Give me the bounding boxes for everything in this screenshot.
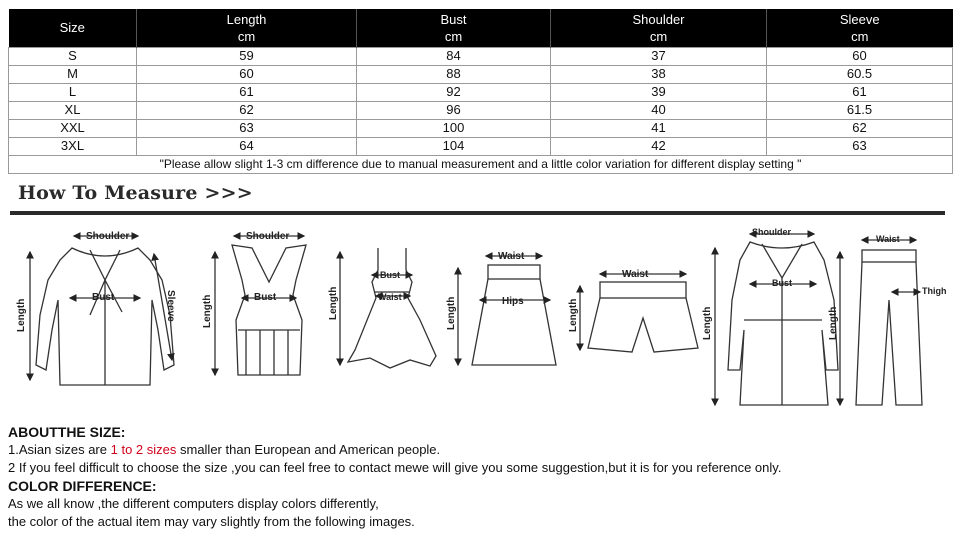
cell-sleeve: 63 <box>767 137 953 155</box>
table-row <box>9 47 953 65</box>
color-line-1: As we all know ,the different computers display colors differently, <box>8 496 379 511</box>
header-length: Length cm <box>137 9 357 47</box>
header-bust: Bust cm <box>357 9 551 47</box>
label-bust: Bust <box>92 292 115 303</box>
cell-shoulder: 39 <box>551 83 767 101</box>
label-bust: Bust <box>254 292 277 303</box>
label-length: Length <box>16 298 27 332</box>
cell-length: 63 <box>137 119 357 137</box>
cell-sleeve: 61.5 <box>767 101 953 119</box>
cell-shoulder: 41 <box>551 119 767 137</box>
cell-shoulder: 40 <box>551 101 767 119</box>
cell-sleeve: 60 <box>767 47 953 65</box>
tank-top-illustration <box>215 236 306 375</box>
coat-illustration <box>715 234 838 405</box>
cell-size: XL <box>9 101 137 119</box>
header-size: Size <box>9 9 137 47</box>
skirt-illustration <box>458 256 556 365</box>
cell-size: L <box>9 83 137 101</box>
label-waist: Waist <box>498 251 525 262</box>
size-table <box>8 9 953 174</box>
cell-sleeve: 62 <box>767 119 953 137</box>
cell-length: 59 <box>137 47 357 65</box>
cell-shoulder: 38 <box>551 65 767 83</box>
cell-size: XXL <box>9 119 137 137</box>
shorts-illustration <box>580 274 698 352</box>
about-size-line-2: 2 If you feel difficult to choose the size ,you can feel free to contact mewe will give you some suggestion,but it is for you reference only. <box>8 460 782 475</box>
cell-bust: 100 <box>357 119 551 137</box>
size-table-header-row <box>9 9 953 47</box>
header-shoulder: Shoulder cm <box>551 9 767 47</box>
label-length: Length <box>202 294 213 328</box>
cell-size: 3XL <box>9 137 137 155</box>
about-size-heading: ABOUTTHE SIZE: <box>8 424 126 440</box>
cell-length: 64 <box>137 137 357 155</box>
cell-length: 61 <box>137 83 357 101</box>
label-shoulder: Shoulder <box>752 227 792 237</box>
dress-illustration <box>340 248 436 368</box>
measurement-illustrations <box>10 220 955 415</box>
label-length: Length <box>702 306 713 340</box>
label-waist: Waist <box>622 269 649 280</box>
size-highlight: 1 to 2 sizes <box>110 442 177 457</box>
measurement-note: "Please allow slight 1-3 cm difference due to manual measurement and a little color variation for different display setting " <box>9 155 953 173</box>
color-difference-heading: COLOR DIFFERENCE: <box>8 478 157 494</box>
cell-bust: 88 <box>357 65 551 83</box>
label-waist: Waist <box>378 292 402 302</box>
label-length: Length <box>446 296 457 330</box>
table-row <box>9 101 953 119</box>
cell-bust: 104 <box>357 137 551 155</box>
label-length: Length <box>328 286 339 320</box>
label-thigh: Thigh <box>922 286 947 296</box>
cell-sleeve: 61 <box>767 83 953 101</box>
table-row <box>9 137 953 155</box>
label-bust: Bust <box>380 270 400 280</box>
header-sleeve: Sleeve cm <box>767 9 953 47</box>
label-waist: Waist <box>876 234 900 244</box>
heading-divider <box>10 211 945 215</box>
table-row <box>9 83 953 101</box>
cell-bust: 92 <box>357 83 551 101</box>
cell-shoulder: 37 <box>551 47 767 65</box>
blouse-illustration <box>30 236 174 385</box>
label-shoulder: Shoulder <box>246 231 290 242</box>
label-shoulder: Shoulder <box>86 231 130 242</box>
table-note-row <box>9 155 953 173</box>
cell-sleeve: 60.5 <box>767 65 953 83</box>
how-to-measure-title: How To Measure >>> <box>18 182 253 204</box>
size-info-section <box>8 423 963 531</box>
label-sleeve: Sleeve <box>165 290 176 322</box>
table-row <box>9 65 953 83</box>
cell-size: S <box>9 47 137 65</box>
cell-length: 62 <box>137 101 357 119</box>
cell-length: 60 <box>137 65 357 83</box>
color-line-2: the color of the actual item may vary slightly from the following images. <box>8 514 415 529</box>
table-row <box>9 119 953 137</box>
label-length: Length <box>568 298 579 332</box>
label-bust: Bust <box>772 278 792 288</box>
cell-shoulder: 42 <box>551 137 767 155</box>
about-size-line-1: 1.Asian sizes are 1 to 2 sizes smaller than European and American people. <box>8 442 441 457</box>
cell-bust: 96 <box>357 101 551 119</box>
cell-size: M <box>9 65 137 83</box>
trousers-illustration <box>840 240 922 405</box>
label-hips: Hips <box>502 296 524 307</box>
label-length: Length <box>828 306 839 340</box>
cell-bust: 84 <box>357 47 551 65</box>
